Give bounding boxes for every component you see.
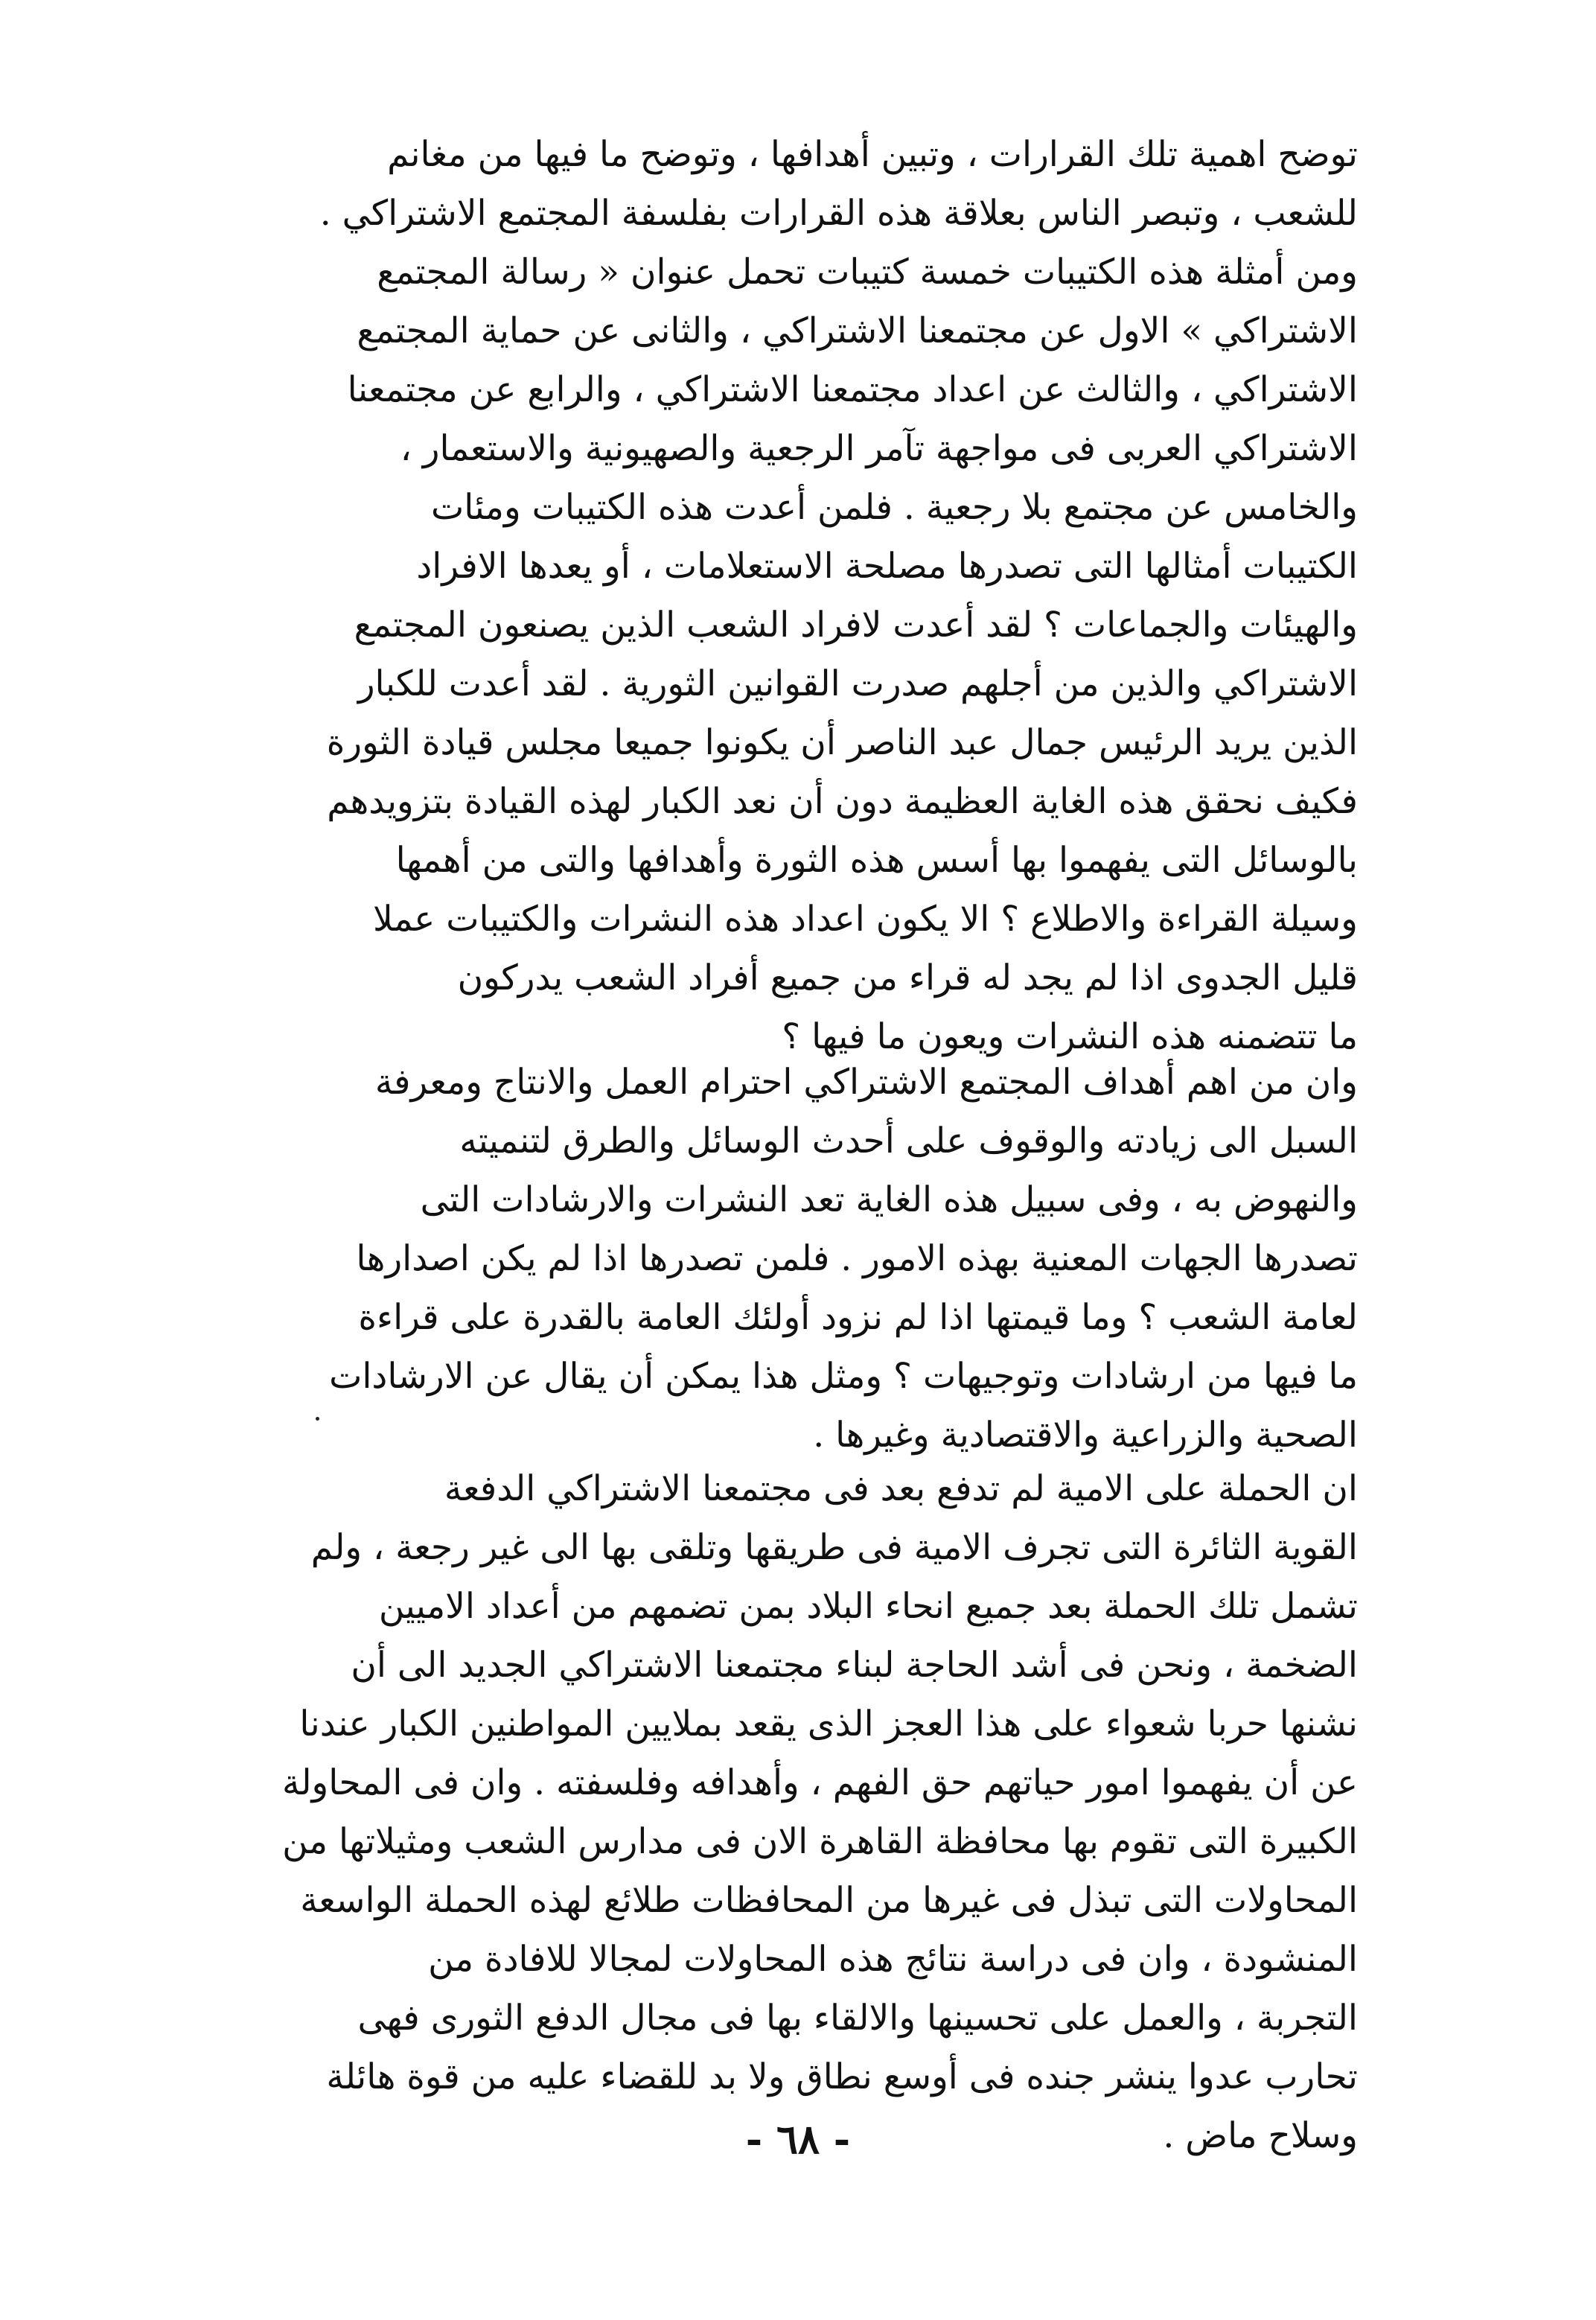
text-line: الاشتراكي والذين من أجلهم صدرت القوانين الثورية . لقد أعدت للكبار <box>357 663 1358 704</box>
paragraph-1 <box>220 125 1358 1066</box>
text-line: السبل الى زيادته والوقوف على أحدث الوسائل والطرق لتنميته <box>459 1121 1358 1161</box>
paragraph-2 <box>220 1053 1358 1465</box>
text-line: الكبيرة التى تقوم بها محافظة القاهرة الان فى مدارس الشعب ومثيلاتها من <box>282 1821 1358 1862</box>
text-line: تحارب عدوا ينشر جنده فى أوسع نطاق ولا بد للقضاء عليه من قوة هائلة <box>326 2056 1358 2097</box>
text-line: للشعب ، وتبصر الناس بعلاقة هذه القرارات بفلسفة المجتمع الاشتراكي . <box>319 193 1358 234</box>
text-line: الضخمة ، ونحن فى أشد الحاجة لبناء مجتمعنا الاشتراكي الجديد الى أن <box>351 1645 1358 1686</box>
text-line: وسيلة القراءة والاطلاع ؟ الا يكون اعداد هذه النشرات والكتيبات عملا <box>373 899 1358 940</box>
text-line: بالوسائل التى يفهموا بها أسس هذه الثورة وأهدافها والتى من أهمها <box>395 840 1358 881</box>
text-line: الاشتراكي العربى فى مواجهة تآمر الرجعية والصهيونية والاستعمار ، <box>400 428 1358 469</box>
text-line: الاشتراكي » الاول عن مجتمعنا الاشتراكي ، والثانى عن حماية المجتمع <box>357 310 1358 351</box>
text-line: وسلاح ماض . <box>1163 2115 1358 2156</box>
text-line: الصحية والزراعية والاقتصادية وغيرها . <box>813 1415 1358 1456</box>
text-line: وان من اهم أهداف المجتمع الاشتراكي احترام العمل والانتاج ومعرفة <box>374 1062 1358 1103</box>
text-line: والخامس عن مجتمع بلا رجعية . فلمن أعدت هذه الكتيبات ومئات <box>431 487 1358 528</box>
text-line: المحاولات التى تبذل فى غيرها من المحافظات طلائع لهذه الحملة الواسعة <box>300 1880 1358 1921</box>
scan-speck <box>316 1417 319 1421</box>
text-line: قليل الجدوى اذا لم يجد له قراء من جميع أفراد الشعب يدركون <box>457 957 1358 998</box>
text-line: عن أن يفهموا امور حياتهم حق الفهم ، وأهدافه وفلسفته . وان فى المحاولة <box>282 1762 1358 1803</box>
text-line: تصدرها الجهات المعنية بهذه الامور . فلمن تصدرها اذا لم يكن اصدارها <box>356 1238 1358 1279</box>
text-line: توضح اهمية تلك القرارات ، وتبين أهدافها ، وتوضح ما فيها من مغانم <box>387 134 1358 175</box>
paragraph-3 <box>220 1459 1358 2165</box>
text-line: فكيف نحقق هذه الغاية العظيمة دون أن نعد الكبار لهذه القيادة بتزويدهم <box>327 781 1358 822</box>
text-line: ان الحملة على الامية لم تدفع بعد فى مجتمعنا الاشتراكي الدفعة <box>444 1468 1358 1509</box>
page-number: - ٦٨ - <box>745 2115 851 2163</box>
text-line: التجربة ، والعمل على تحسينها والالقاء بها فى مجال الدفع الثورى فهى <box>357 1998 1358 2039</box>
text-line: والهيئات والجماعات ؟ لقد أعدت لافراد الشعب الذين يصنعون المجتمع <box>354 605 1358 646</box>
text-line: تشمل تلك الحملة بعد جميع انحاء البلاد بمن تضمهم من أعداد الاميين <box>378 1586 1358 1627</box>
text-line: القوية الثائرة التى تجرف الامية فى طريقها وتلقى بها الى غير رجعة ، ولم <box>310 1527 1358 1568</box>
text-line: نشنها حربا شعواء على هذا العجز الذى يقعد بملايين المواطنين الكبار عندنا <box>299 1704 1358 1744</box>
text-line: ومن أمثلة هذه الكتيبات خمسة كتيبات تحمل عنوان « رسالة المجتمع <box>377 252 1358 293</box>
text-line: المنشودة ، وان فى دراسة نتائج هذه المحاولات لمجالا للافادة من <box>428 1939 1358 1980</box>
text-line: لعامة الشعب ؟ وما قيمتها اذا لم نزود أولئك العامة بالقدرة على قراءة <box>358 1297 1358 1338</box>
text-line: الذين يريد الرئيس جمال عبد الناصر أن يكونوا جميعا مجلس قيادة الثورة <box>326 722 1358 763</box>
text-line: ما فيها من ارشادات وتوجيهات ؟ ومثل هذا يمكن أن يقال عن الارشادات <box>329 1356 1358 1397</box>
text-line: ما تتضمنه هذه النشرات ويعون ما فيها ؟ <box>782 1016 1358 1057</box>
text-line: والنهوض به ، وفى سبيل هذه الغاية تعد النشرات والارشادات التى <box>420 1179 1358 1220</box>
text-line: الكتيبات أمثالها التى تصدرها مصلحة الاستعلامات ، أو يعدها الافراد <box>416 546 1358 587</box>
text-line: الاشتراكي ، والثالث عن اعداد مجتمعنا الاشتراكي ، والرابع عن مجتمعنا <box>347 369 1358 410</box>
